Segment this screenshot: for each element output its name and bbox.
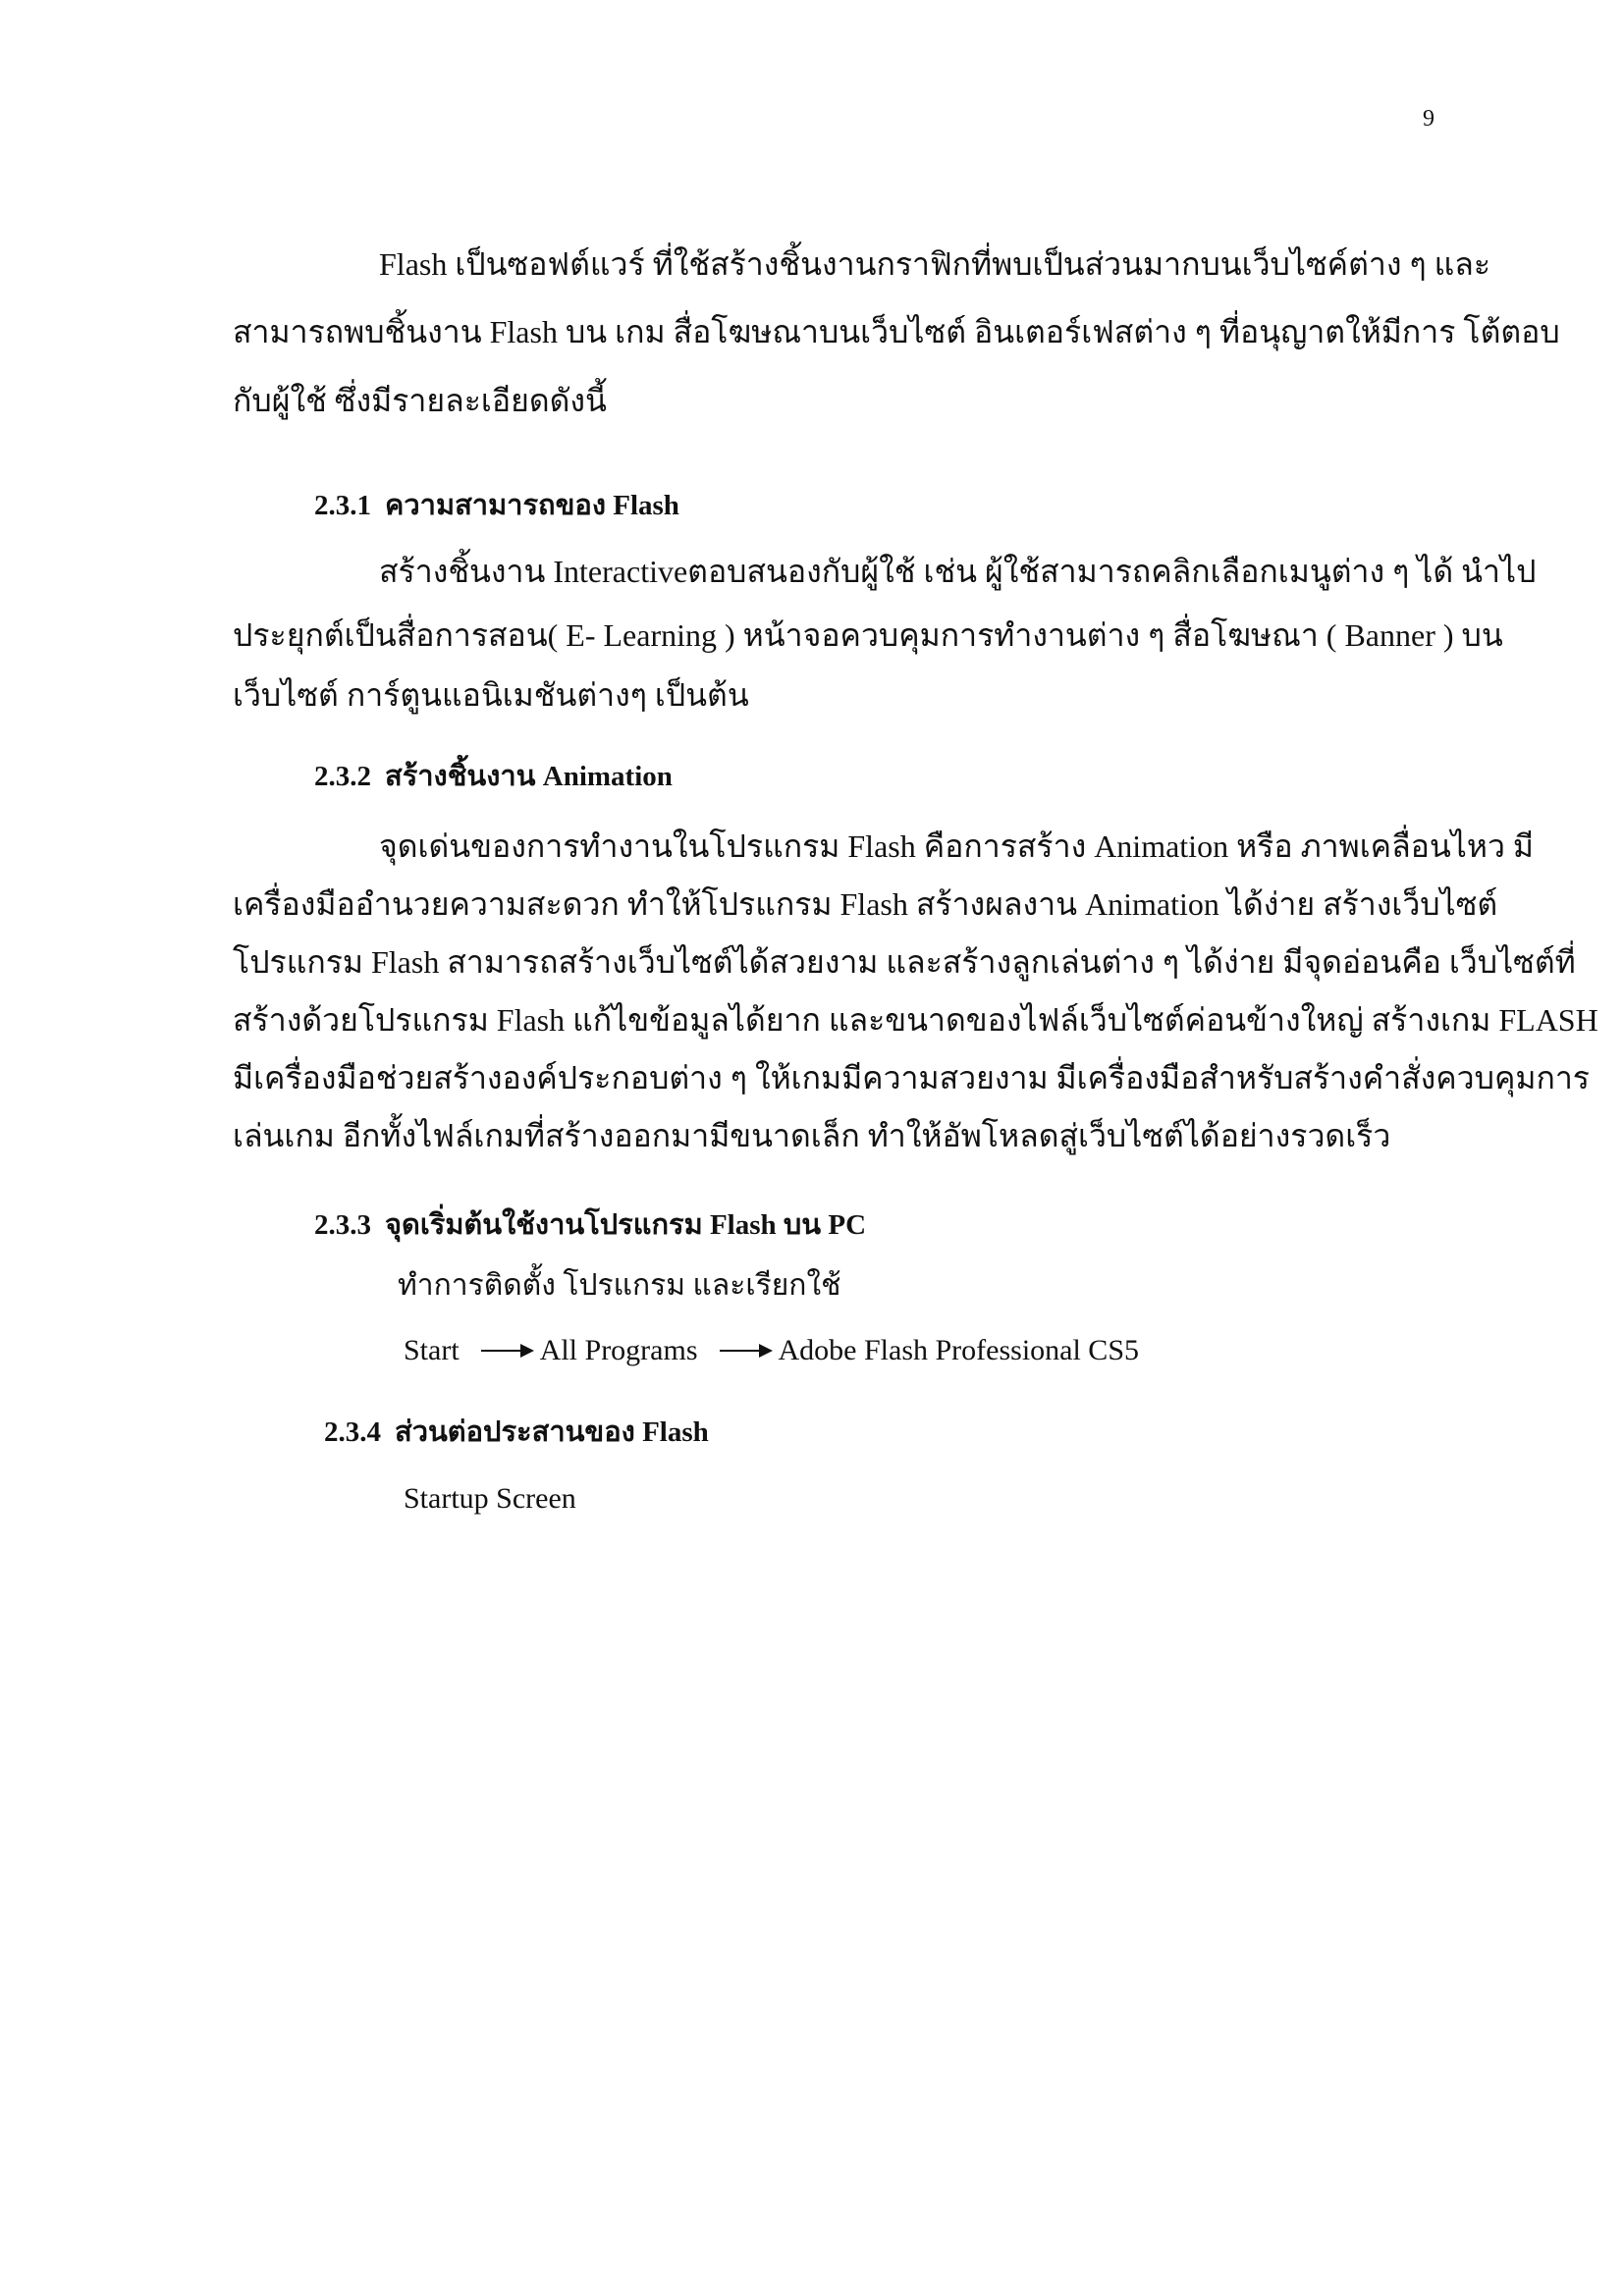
arrow-right-icon [720,1344,773,1358]
intro-line-3: กับผู้ใช้ ซึ่งมีรายละเอียดดังนี้ [233,383,607,418]
intro-line-1: Flash เป็นซอฟต์แวร์ ที่ใช้สร้างชิ้นงานกราฟิกที่พบเป็นส่วนมากบนเว็บไซค์ต่าง ๆ และ [379,246,1491,282]
section-heading [314,753,673,798]
section-line-1: ทำการติดตั้ง โปรแกรม และเรียกใช้ [398,1269,841,1302]
section-heading [314,482,679,527]
section-line-3: โปรแกรม Flash สามารถสร้างเว็บไซต์ได้สวยงาม และสร้างลูกเล่นต่าง ๆ ได้ง่าย มีจุดอ่อนคือ เว็บไซต์ที่ [233,944,1576,980]
section-number: 2.3.3 [314,1209,371,1241]
section-heading [314,1201,866,1247]
section-line-6: เล่นเกม อีกทั้งไฟล์เกมที่สร้างออกมามีขนาดเล็ก ทำให้อัพโหลดสู่เว็บไซต์ได้อย่างรวดเร็ว [233,1118,1391,1153]
section-title: ส่วนต่อประสานของ Flash [395,1416,709,1448]
path-step-adobe-flash: Adobe Flash Professional CS5 [778,1334,1139,1366]
section-line-1: สร้างชิ้นงาน Interactiveตอบสนองกับผู้ใช้ เช่น ผู้ใช้สามารถคลิกเลือกเมนูต่าง ๆ ได้ นำไป [379,554,1537,589]
section-title: จุดเริ่มต้นใช้งานโปรแกรม Flash บน PC [385,1209,867,1241]
section-line-2: ประยุกต์เป็นสื่อการสอน( E- Learning ) หน้าจอควบคุมการทำงานต่าง ๆ สื่อโฆษณา ( Banner ) บน [233,617,1503,653]
section-line-3: เว็บไซต์ การ์ตูนแอนิเมชันต่างๆ เป็นต้น [233,677,749,713]
section-number: 2.3.4 [324,1416,381,1448]
section-line-4: สร้างด้วยโปรแกรม Flash แก้ไขข้อมูลได้ยาก และขนาดของไฟล์เว็บไซต์ค่อนข้างใหญ่ สร้างเกม FLASH [233,1002,1598,1038]
section-line-1: Startup Screen [404,1482,576,1515]
section-line-1: จุดเด่นของการทำงานในโปรแกรม Flash คือการสร้าง Animation หรือ ภาพเคลื่อนไหว มี [379,828,1535,864]
section-title: สร้างชิ้นงาน Animation [385,761,673,792]
section-heading [324,1409,709,1454]
path-step-all-programs: All Programs [539,1334,698,1366]
page-number: 9 [1423,106,1435,132]
path-step-start: Start [404,1334,460,1366]
arrow-right-icon [481,1344,534,1358]
section-number: 2.3.2 [314,761,371,792]
section-number: 2.3.1 [314,490,371,521]
section-line-2: เครื่องมืออำนวยความสะดวก ทำให้โปรแกรม Flash สร้างผลงาน Animation ได้ง่าย สร้างเว็บไซต์ [233,886,1498,922]
section-line-5: มีเครื่องมือช่วยสร้างองค์ประกอบต่าง ๆ ให้เกมมีความสวยงาม มีเครื่องมือสำหรับสร้างคำสั่งควบคุมการ [233,1060,1590,1095]
menu-path [404,1334,1139,1367]
section-title: ความสามารถของ Flash [385,490,679,521]
intro-line-2: สามารถพบชิ้นงาน Flash บน เกม สื่อโฆษณาบนเว็บไซต์ อินเตอร์เฟสต่าง ๆ ที่อนุญาตให้มีการ โต้ตอบ [233,314,1560,349]
